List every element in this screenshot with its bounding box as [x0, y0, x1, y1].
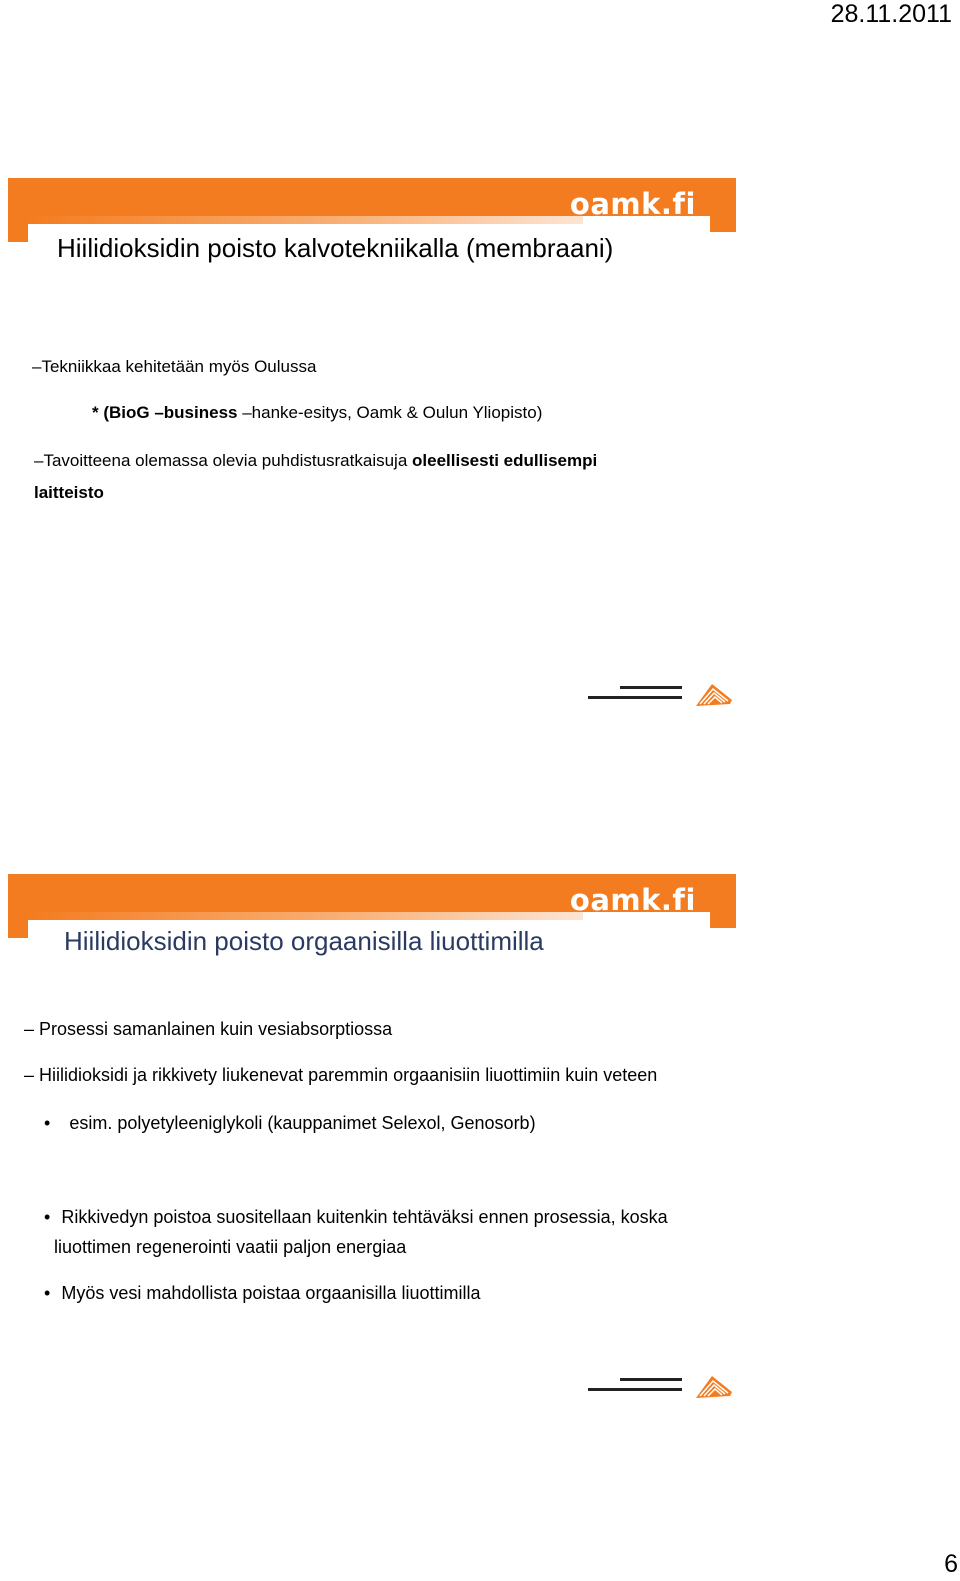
text-line: –Tavoitteena olemassa olevia puhdistusratkaisuja oleellisesti edullisempi	[34, 451, 598, 470]
school-logo	[588, 680, 736, 708]
slide-2	[0, 866, 960, 1426]
oamk-logo: oamk.fi	[569, 883, 696, 917]
slide-header-banner	[8, 874, 736, 930]
text-line: laitteisto	[34, 483, 104, 502]
bullet-item: • Rikkivedyn poistoa suositellaan kuitenkin tehtäväksi ennen prosessia, koska	[44, 1207, 668, 1227]
slide-title: Hiilidioksidin poisto kalvotekniikalla (membraani)	[57, 233, 614, 263]
slide-header-banner	[8, 178, 736, 234]
text-line: – Prosessi samanlainen kuin vesiabsorptiossa	[24, 1019, 393, 1039]
text-line: – Hiilidioksidi ja rikkivety liukenevat paremmin orgaanisiin liuottimiin kuin veteen	[24, 1065, 658, 1085]
school-logo	[588, 1372, 736, 1400]
school-logo-icon	[694, 1372, 734, 1400]
oamk-logo: oamk.fi	[569, 187, 696, 221]
bullet-item: • esim. polyetyleeniglykoli (kauppanimet Selexol, Genosorb)	[44, 1113, 536, 1133]
page-date: 28.11.2011	[830, 0, 952, 28]
text-line: –Tekniikkaa kehitetään myös Oulussa	[32, 357, 317, 376]
slide-title: Hiilidioksidin poisto orgaanisilla liuottimilla	[64, 926, 544, 956]
school-logo-icon	[694, 680, 734, 708]
slide-1	[0, 170, 960, 730]
page-number: 6	[944, 1550, 958, 1578]
text-line: * (BioG –business –hanke-esitys, Oamk & Oulun Yliopisto)	[92, 403, 543, 422]
school-logo-wordmark	[588, 684, 684, 704]
bullet-item: • Myös vesi mahdollista poistaa orgaanisilla liuottimilla	[44, 1283, 481, 1303]
school-logo-wordmark	[588, 1376, 684, 1396]
bullet-item-continuation: liuottimen regenerointi vaatii paljon energiaa	[54, 1237, 407, 1257]
